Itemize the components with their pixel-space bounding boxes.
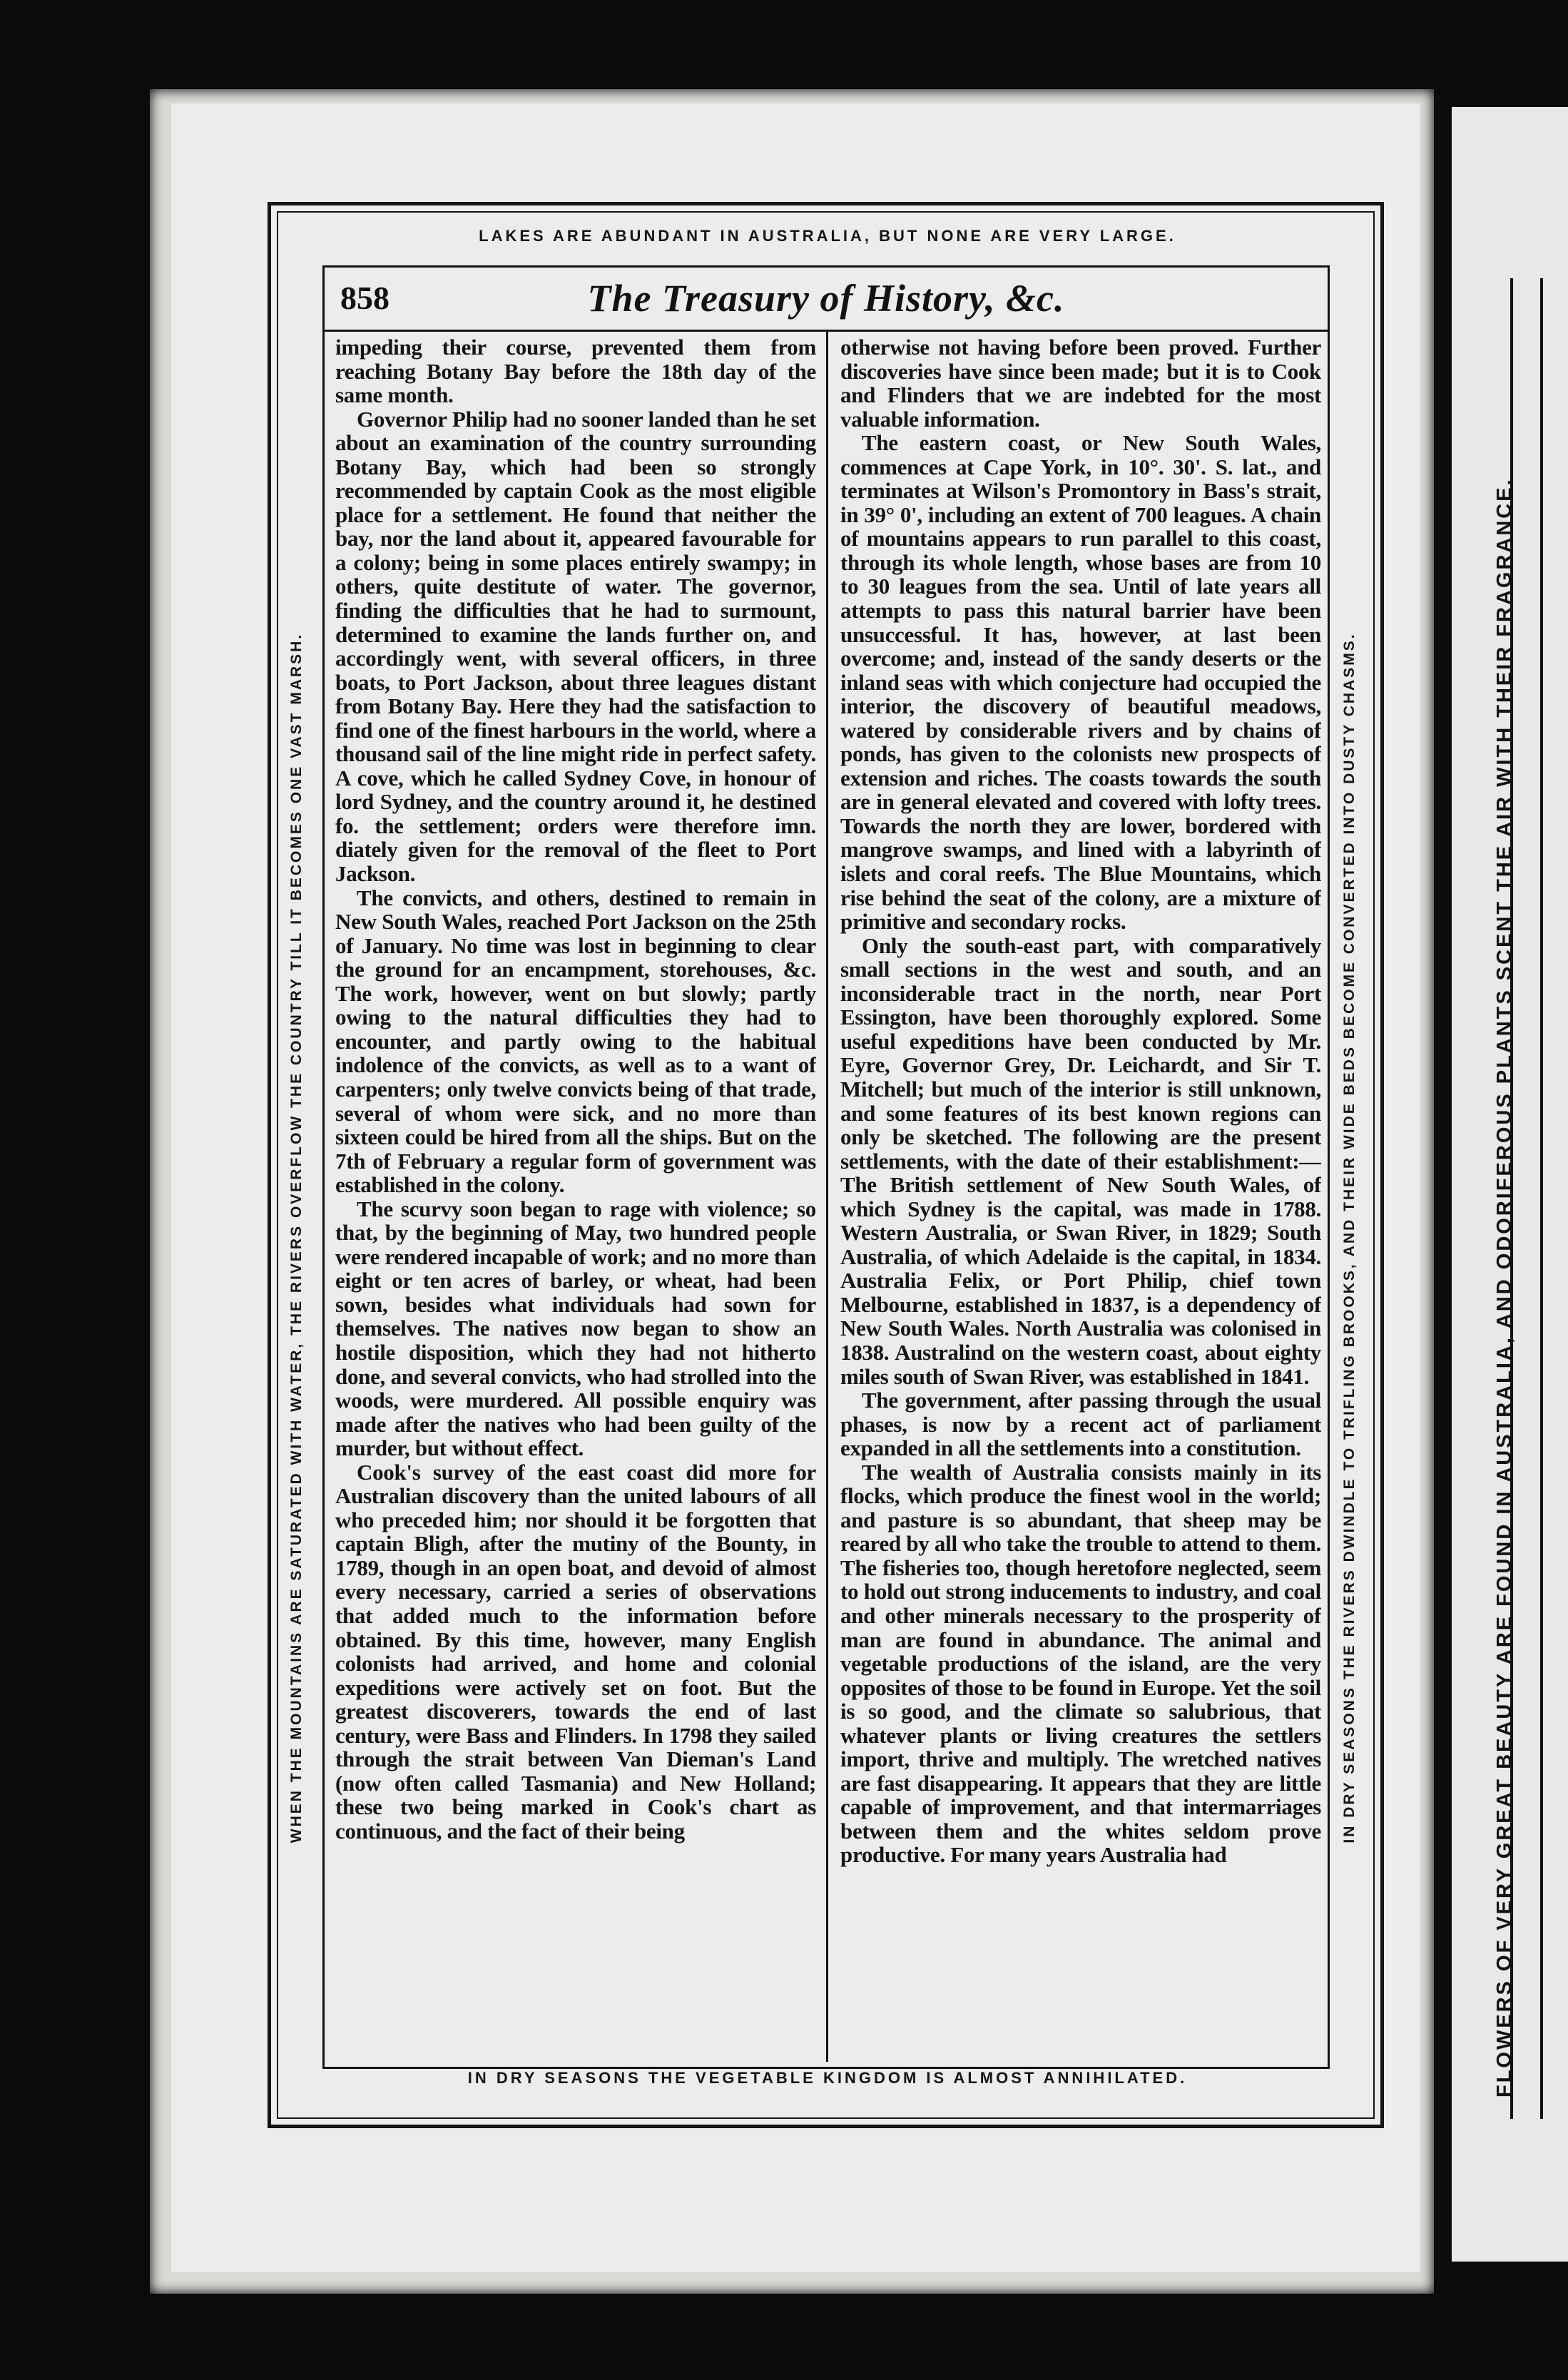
left-column [335,335,816,2062]
paragraph: The convicts, and others, destined to remain in New South Wales, reached Port Jackson on the 25th of January. No time was lost in beginning to clear the ground for an encampment, storehouses, &c. The work, however, went on but slowly; partly owing to the natural difficulties they had to encounter, and partly owing to the habitual indolence of the convicts, as well as to a want of carpenters; only twelve convicts being of that trade, several of whom were sick, and no more than sixteen could be hired from all the ships. But on the 7th of February a regular form of government was established in the colony. [335,885,816,1198]
paragraph: The scurvy soon began to rage with violence; so that, by the beginning of May, two hundred people were rendered incapable of work; and no more than eight or ten acres of barley, or wheat, had been sown, besides what individuals had sown for themselves. The natives now began to show an hostile disposition, which they had not hitherto done, and several convicts, who had strolled into the woods, were murdered. All possible enquiry was made after the natives who had been guilty of the murder, but without effect. [335,1196,816,1461]
top-margin-note: LAKES ARE ABUNDANT IN AUSTRALIA, BUT NONE ARE VERY LARGE. [479,227,1176,245]
paragraph: Cook's survey of the east coast did more for Australian discovery than the united labours of all who preceded him; nor should it be forgotten that captain Bligh, after the mutiny of the Bounty, in 1789, though in an open boat, and devoid of almost every necessary, carried a series of observations that added much to the information before obtained. By this time, however, many English colonists had arrived, and home and colonial expeditions were actively set on foot. But the greatest discoverers, towards the end of last century, were Bass and Flinders. In 1798 they sailed through the strait between Van Dieman's Land (now often called Tasmania) and New Holland; these two being marked in Cook's chart as continuous, and the fact of their being [335,1459,816,1844]
left-margin-note: WHEN THE MOUNTAINS ARE SATURATED WITH WATER, THE RIVERS OVERFLOW THE COUNTRY TILL IT BECOMES ONE VAST MARSH. [288,632,305,1844]
paragraph: Governor Philip had no sooner landed than he set about an examination of the country surrounding Botany Bay, which had been so strongly recommended by captain Cook as the most eligible place for a settlement. He found that neither the bay, nor the land about it, appeared favourable for a colony; being in some places entirely swampy; in others, quite destitute of water. The governor, finding the difficulties that he had to surmount, determined to examine the lands further on, and accordingly went, with several officers, in three boats, to Port Jackson, about three leagues distant from Botany Bay. Here they had the satisfaction to find one of the finest harbours in the world, where a thousand sail of the line might ride in perfect safety. A cove, which he called Sydney Cove, in honour of lord Sydney, and the country around it, he destined fo. the settlement; orders were therefore imn. diately given for the removal of the fleet to Port Jackson. [335,406,816,887]
paragraph: The wealth of Australia consists mainly in its flocks, which produce the finest wool in the world; and pasture is so abundant, that sheep may be reared by all who take the trouble to attend to them. The fisheries too, though heretofore neglected, seem to hold out strong inducements to industry, and coal and other minerals necessary to the prosperity of man are found in abundance. The animal and vegetable productions of the island, are the very opposites of those to be found in Europe. Yet the soil is so good, and the climate so salubrious, that whatever plants or living creatures the settlers import, thrive and multiply. The wretched natives are fast disappearing. It appears that they are little capable of improvement, and that intermarriages between them and the whites seldom prove productive. For many years Australia had [840,1459,1321,1868]
column-divider [826,332,828,2062]
running-title: The Treasury of History, &c. [587,277,1065,320]
page-header [325,268,1328,332]
paragraph: The government, after passing through the usual phases, is now by a recent act of parliament expanded in all the settlements into a constitution. [840,1388,1321,1461]
right-margin-note: IN DRY SEASONS THE RIVERS DWINDLE TO TRIFLING BROOKS, AND THEIR WIDE BEDS BECOME CONVERTED INTO DUSTY CHASMS. [1341,632,1358,1844]
paragraph: impeding their course, prevented them from reaching Botany Bay before the 18th day of the same month. [335,335,816,408]
page-number: 858 [340,280,390,316]
next-page-side-note: FLOWERS OF VERY GREAT BEAUTY ARE FOUND IN AUSTRALIA, AND ODORIFEROUS PLANTS SCENT THE AIR WITH THEIR FRAGRANCE. [1493,477,1516,2097]
bottom-margin-note: IN DRY SEASONS THE VEGETABLE KINGDOM IS ALMOST ANNIHILATED. [467,2069,1188,2087]
paragraph: Only the south-east part, with comparatively small sections in the west and south, and an inconsiderable tract in the north, near Port Essington, have been thoroughly explored. Some useful expeditions have been conducted by Mr. Eyre, Governor Grey, Dr. Leichardt, and Sir T. Mitchell; but much of the interior is still unknown, and some features of its best known regions can only be sketched. The following are the present settlements, with the date of their establishment:—The British settlement of New South Wales, of which Sydney is the capital, was made in 1788. Western Australia, or Swan River, in 1829; South Australia, of which Adelaide is the capital, in 1834. Australia Felix, or Port Philip, chief town Melbourne, established in 1837, is a dependency of New South Wales. North Australia was colonised in 1838. Australind on the western coast, about eighty miles south of Swan River, was established in 1841. [840,932,1321,1389]
next-page-edge [1452,107,1568,2262]
paragraph: The eastern coast, or New South Wales, commences at Cape York, in 10°. 30'. S. lat., and terminates at Wilson's Promontory in Bass's strait, in 39° 0', including an extent of 700 leagues. A chain of mountains appears to run parallel to this coast, through its whole length, whose bases are from 10 to 30 leagues from the sea. Until of late years all attempts to pass this natural barrier have been unsuccessful. It has, however, at last been overcome; and, instead of the sandy deserts or the inland seas with which conjecture had occupied the interior, the discovery of beautiful meadows, watered by considerable rivers and by chains of ponds, has given to the colonists new prospects of extension and riches. The coasts towards the south are in general elevated and covered with lofty trees. Towards the north they are lower, bordered with mangrove swamps, and lined with a labyrinth of islets and coral reefs. The Blue Mountains, which rise behind the seat of the colony, are a mixture of primitive and secondary rocks. [840,430,1321,935]
paragraph: otherwise not having before been proved. Further discoveries have since been made; but it is to Cook and Flinders that we are indebted for the most valuable information. [840,335,1321,432]
right-column [840,335,1321,2062]
